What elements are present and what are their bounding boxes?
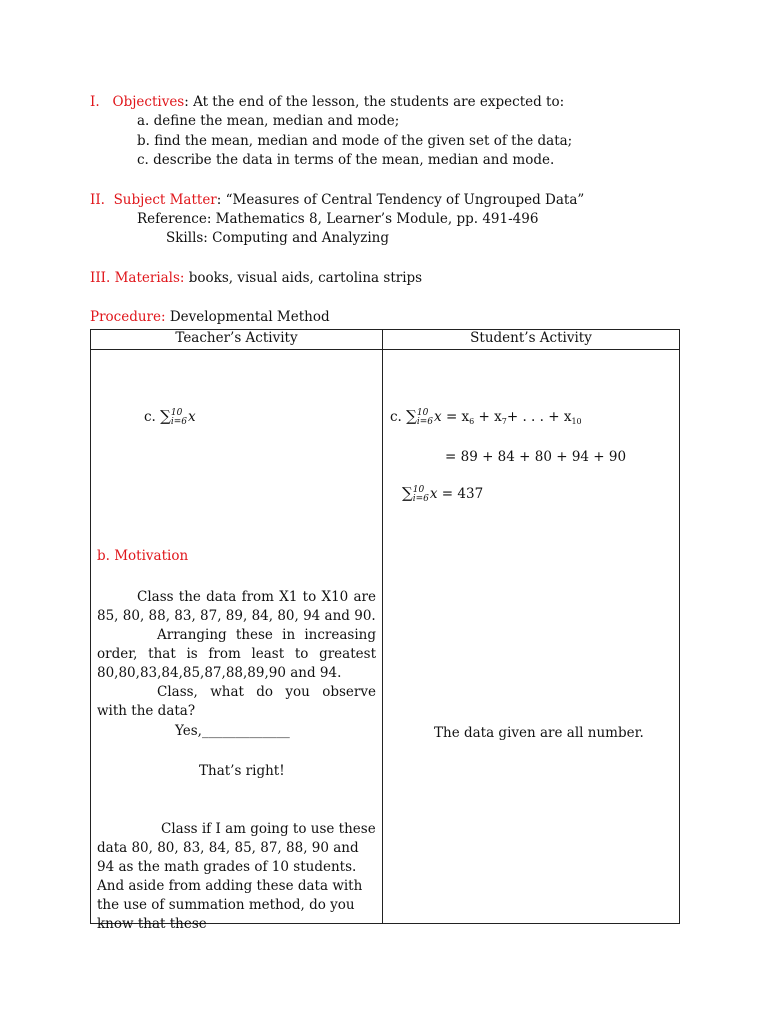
motivation-heading: b. Motivation xyxy=(97,548,189,564)
student-sum-label: c. xyxy=(390,409,402,425)
student-sum-var: x xyxy=(434,409,442,425)
subscript-10: 10 xyxy=(571,417,582,426)
student-answer: The data given are all number. xyxy=(434,725,644,741)
teacher-sum-upper: 10 xyxy=(170,407,183,418)
motivation-text xyxy=(97,588,376,721)
objectives-numeral: I. xyxy=(90,94,100,110)
student-sum-lower: i=6 xyxy=(416,416,434,427)
thats-right-line: That’s right! xyxy=(199,763,285,779)
teacher-summation: c. ∑ 10 i=6 x xyxy=(144,407,196,427)
teacher-sum-lower: i=6 xyxy=(170,416,188,427)
student-sum-result: ∑ 10 i=6 x = 437 xyxy=(402,484,484,504)
teacher-activity-header: Teacher’s Activity xyxy=(91,330,383,350)
subject-matter-heading xyxy=(90,192,584,208)
subject-matter-numeral: II. xyxy=(90,192,105,208)
objective-item-a: a. define the mean, median and mode; xyxy=(137,113,400,129)
motivation-p2: Arranging these in increasing order, that is from least to greatest 80,80,83,84,85,87,88,89,90 and 94. xyxy=(97,627,376,681)
procedure-text: Developmental Method xyxy=(165,309,330,325)
teacher-sum-var: x xyxy=(188,409,196,425)
teacher-sum-label: c. xyxy=(144,409,156,425)
reference-line: Reference: Mathematics 8, Learner’s Module, pp. 491-496 xyxy=(137,211,539,227)
result-sum-var: x xyxy=(429,486,438,502)
yes-line: Yes,_____________ xyxy=(175,723,290,739)
objective-item-c: c. describe the data in terms of the mean, median and mode. xyxy=(137,152,555,168)
objective-item-b: b. find the mean, median and mode of the given set of the data; xyxy=(137,133,573,149)
student-summation-expansion: c. ∑ 10 i=6 $x = x_6 + x_7+$ . . . + $x_{10}$ xyxy=(390,407,582,427)
subscript-6: 6 xyxy=(469,417,475,426)
student-sum-values: = 89 + 84 + 80 + 94 + 90 xyxy=(445,449,627,465)
subject-matter-label: Subject Matter xyxy=(113,192,217,208)
procedure-label: Procedure: xyxy=(90,309,166,325)
objectives-intro: : At the end of the lesson, the students are expected to: xyxy=(184,94,565,110)
motivation-p4-block xyxy=(97,820,376,934)
student-expand: = x xyxy=(445,409,470,425)
subject-matter-title: : “Measures of Central Tendency of Ungrouped Data” xyxy=(216,192,585,208)
objectives-label: Objectives xyxy=(112,94,185,110)
materials-text: books, visual aids, cartolina strips xyxy=(184,270,423,286)
motivation-p3: Class, what do you observe with the data? xyxy=(97,684,376,719)
student-activity-header: Student’s Activity xyxy=(383,330,680,350)
result-sum-lower: i=6 xyxy=(412,493,429,504)
motivation-p1: Class the data from X1 to X10 are 85, 80, 88, 83, 87, 89, 84, 80, 94 and 90. xyxy=(97,589,376,624)
student-dots: + . . . + x xyxy=(506,409,572,425)
result-sum-upper: 10 xyxy=(412,484,425,495)
result-value: = 437 xyxy=(441,486,484,502)
procedure-table xyxy=(90,329,680,932)
student-activity-cell xyxy=(383,350,680,924)
student-sum-upper: 10 xyxy=(416,407,429,418)
objectives-heading xyxy=(90,94,564,110)
teacher-activity-cell xyxy=(91,350,383,932)
materials-label: III. Materials: xyxy=(90,270,185,286)
procedure-line xyxy=(90,309,330,325)
subscript-7: 7 xyxy=(501,417,507,426)
motivation-p4: Class if I am going to use these data 80, 80, 83, 84, 85, 87, 88, 90 and 94 as the math grades of 10 students. And aside from adding these data with the use of summation method, do you know that these xyxy=(97,821,376,932)
student-plus: + x xyxy=(474,409,502,425)
materials-line xyxy=(90,270,422,286)
skills-line: Skills: Computing and Analyzing xyxy=(166,230,389,246)
